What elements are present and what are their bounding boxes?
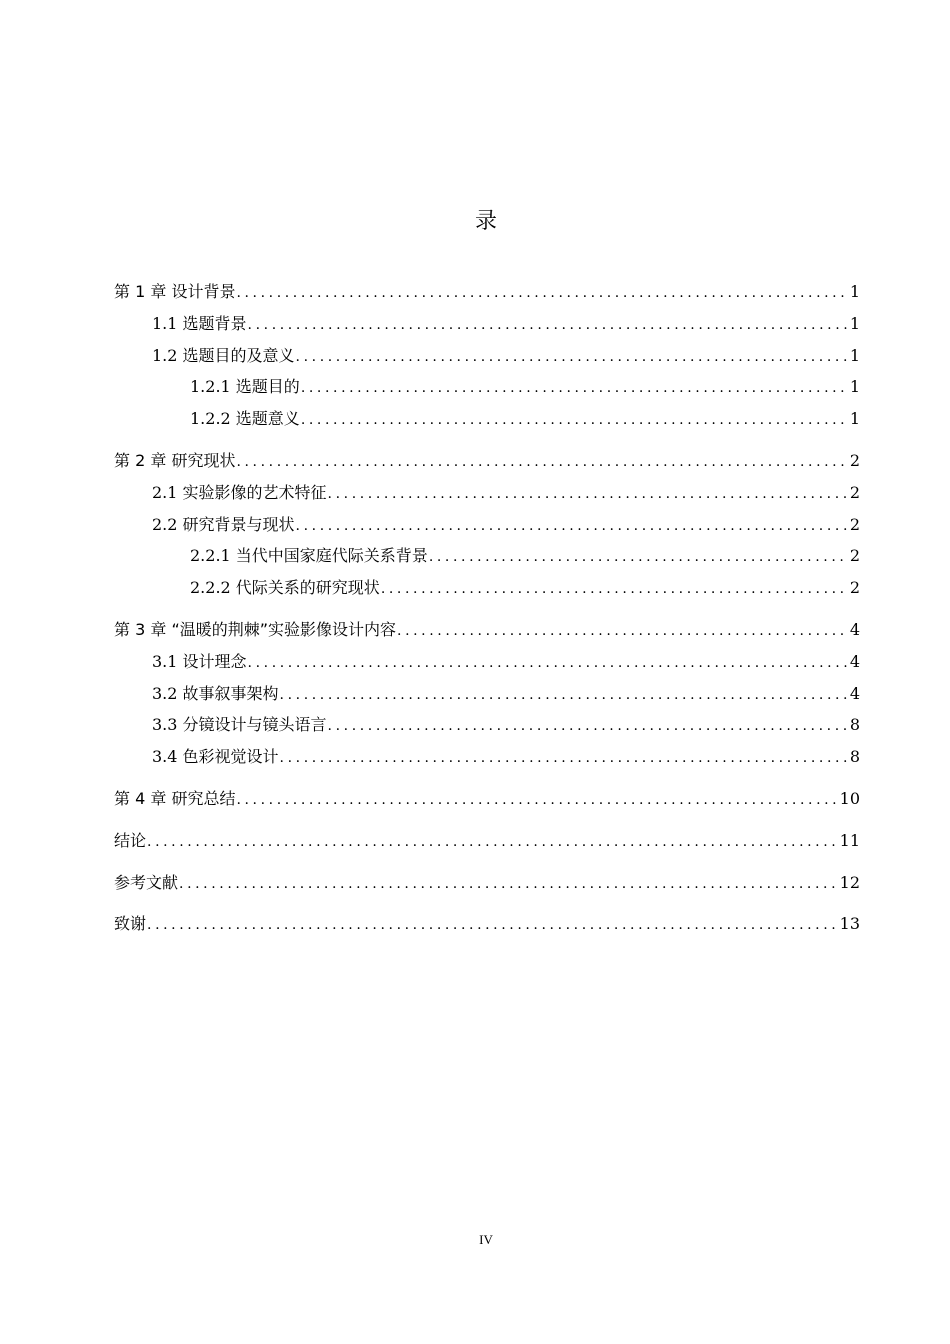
toc-entry[interactable] [114, 445, 860, 477]
toc-entry[interactable] [114, 825, 860, 857]
toc-entry-label: 2.1 实验影像的艺术特征 [152, 482, 327, 502]
toc-entry-page: 2 [849, 514, 860, 534]
toc-entry-label: 3.2 故事叙事架构 [152, 683, 279, 703]
toc-dot-leader [179, 869, 838, 901]
toc-dot-leader [296, 342, 848, 374]
toc-entry-label: 2.2.2 代际关系的研究现状 [190, 578, 380, 598]
toc-dot-leader [301, 373, 848, 405]
toc-entry-page: 8 [849, 715, 860, 735]
toc-dot-leader [381, 574, 848, 606]
toc-dot-leader [280, 680, 848, 712]
toc-entry-label: 第 1 章 设计背景 [114, 282, 236, 301]
toc-entry-label: 参考文献 [114, 872, 179, 892]
toc-entry[interactable] [114, 572, 860, 604]
toc-entry-page: 4 [849, 651, 860, 671]
toc-entry-label: 第 2 章 研究现状 [114, 450, 236, 470]
toc-entry-page: 4 [849, 619, 860, 639]
toc-entry-label: 1.2.1 选题目的 [190, 377, 300, 397]
toc-entry-page: 1 [849, 377, 860, 397]
toc-dot-leader [296, 511, 848, 543]
toc-dot-leader [397, 616, 848, 648]
toc-entry-page: 13 [839, 914, 860, 934]
toc-dot-leader [248, 648, 848, 680]
toc-entry-page: 10 [839, 788, 860, 808]
toc-entry[interactable] [114, 709, 860, 741]
toc-entry-page: 4 [849, 683, 860, 703]
toc-entry-label: 3.1 设计理念 [152, 651, 247, 671]
toc-entry[interactable] [114, 308, 860, 340]
toc-entry-page: 2 [849, 546, 860, 566]
toc-entry[interactable] [114, 783, 860, 815]
toc-entry-label: 1.2.2 选题意义 [190, 409, 300, 429]
toc-entry[interactable] [114, 540, 860, 572]
toc-dot-leader [328, 711, 848, 743]
toc-entry-label: 结论 [114, 830, 147, 850]
toc-dot-leader [147, 910, 838, 942]
toc-entry[interactable] [114, 678, 860, 710]
toc-entry-page: 2 [849, 482, 860, 502]
toc-entry-label: 第 3 章 “温暖的荆棘”实验影像设计内容 [114, 619, 397, 639]
toc-dot-leader [236, 785, 837, 817]
toc-entry-label: 2.2.1 当代中国家庭代际关系背景 [190, 546, 428, 566]
toc-entry[interactable] [114, 477, 860, 509]
toc-entry[interactable] [114, 371, 860, 403]
toc-entry-label: 3.3 分镜设计与镜头语言 [152, 715, 327, 735]
toc-dot-leader [301, 405, 848, 437]
toc-dot-leader [236, 278, 847, 310]
toc-entry-label: 致谢 [114, 914, 147, 934]
toc-dot-leader [147, 827, 838, 859]
toc-entry[interactable] [114, 276, 860, 308]
toc-entry-label: 1.2 选题目的及意义 [152, 345, 295, 365]
toc-entry-page: 11 [839, 830, 860, 850]
toc-dot-leader [236, 447, 847, 479]
toc-entry-label: 2.2 研究背景与现状 [152, 514, 295, 534]
toc-dot-leader [248, 310, 848, 342]
toc-entry[interactable] [114, 509, 860, 541]
toc-entry[interactable] [114, 867, 860, 899]
toc-entry-page: 1 [849, 313, 860, 333]
toc-entry[interactable] [114, 646, 860, 678]
toc-dot-leader [429, 542, 848, 574]
toc-entry-label: 第 4 章 研究总结 [114, 788, 236, 808]
toc-entry-label: 1.1 选题背景 [152, 313, 247, 333]
page-number: IV [479, 1232, 493, 1247]
toc-entry-label: 3.4 色彩视觉设计 [152, 747, 279, 767]
toc-dot-leader [328, 479, 848, 511]
toc-list [114, 276, 860, 940]
toc-entry-page: 2 [849, 450, 860, 470]
toc-entry-page: 12 [839, 872, 860, 892]
toc-entry[interactable] [114, 403, 860, 435]
toc-entry[interactable] [114, 340, 860, 372]
toc-title: 录 [474, 209, 497, 234]
toc-dot-leader [280, 743, 848, 775]
toc-entry-page: 1 [849, 345, 860, 365]
toc-entry[interactable] [114, 614, 860, 646]
toc-entry-page: 8 [849, 747, 860, 767]
toc-entry-page: 2 [849, 578, 860, 598]
toc-entry[interactable] [114, 741, 860, 773]
toc-entry-page: 1 [849, 409, 860, 429]
toc-entry-page: 1 [849, 282, 860, 301]
toc-entry[interactable] [114, 908, 860, 940]
